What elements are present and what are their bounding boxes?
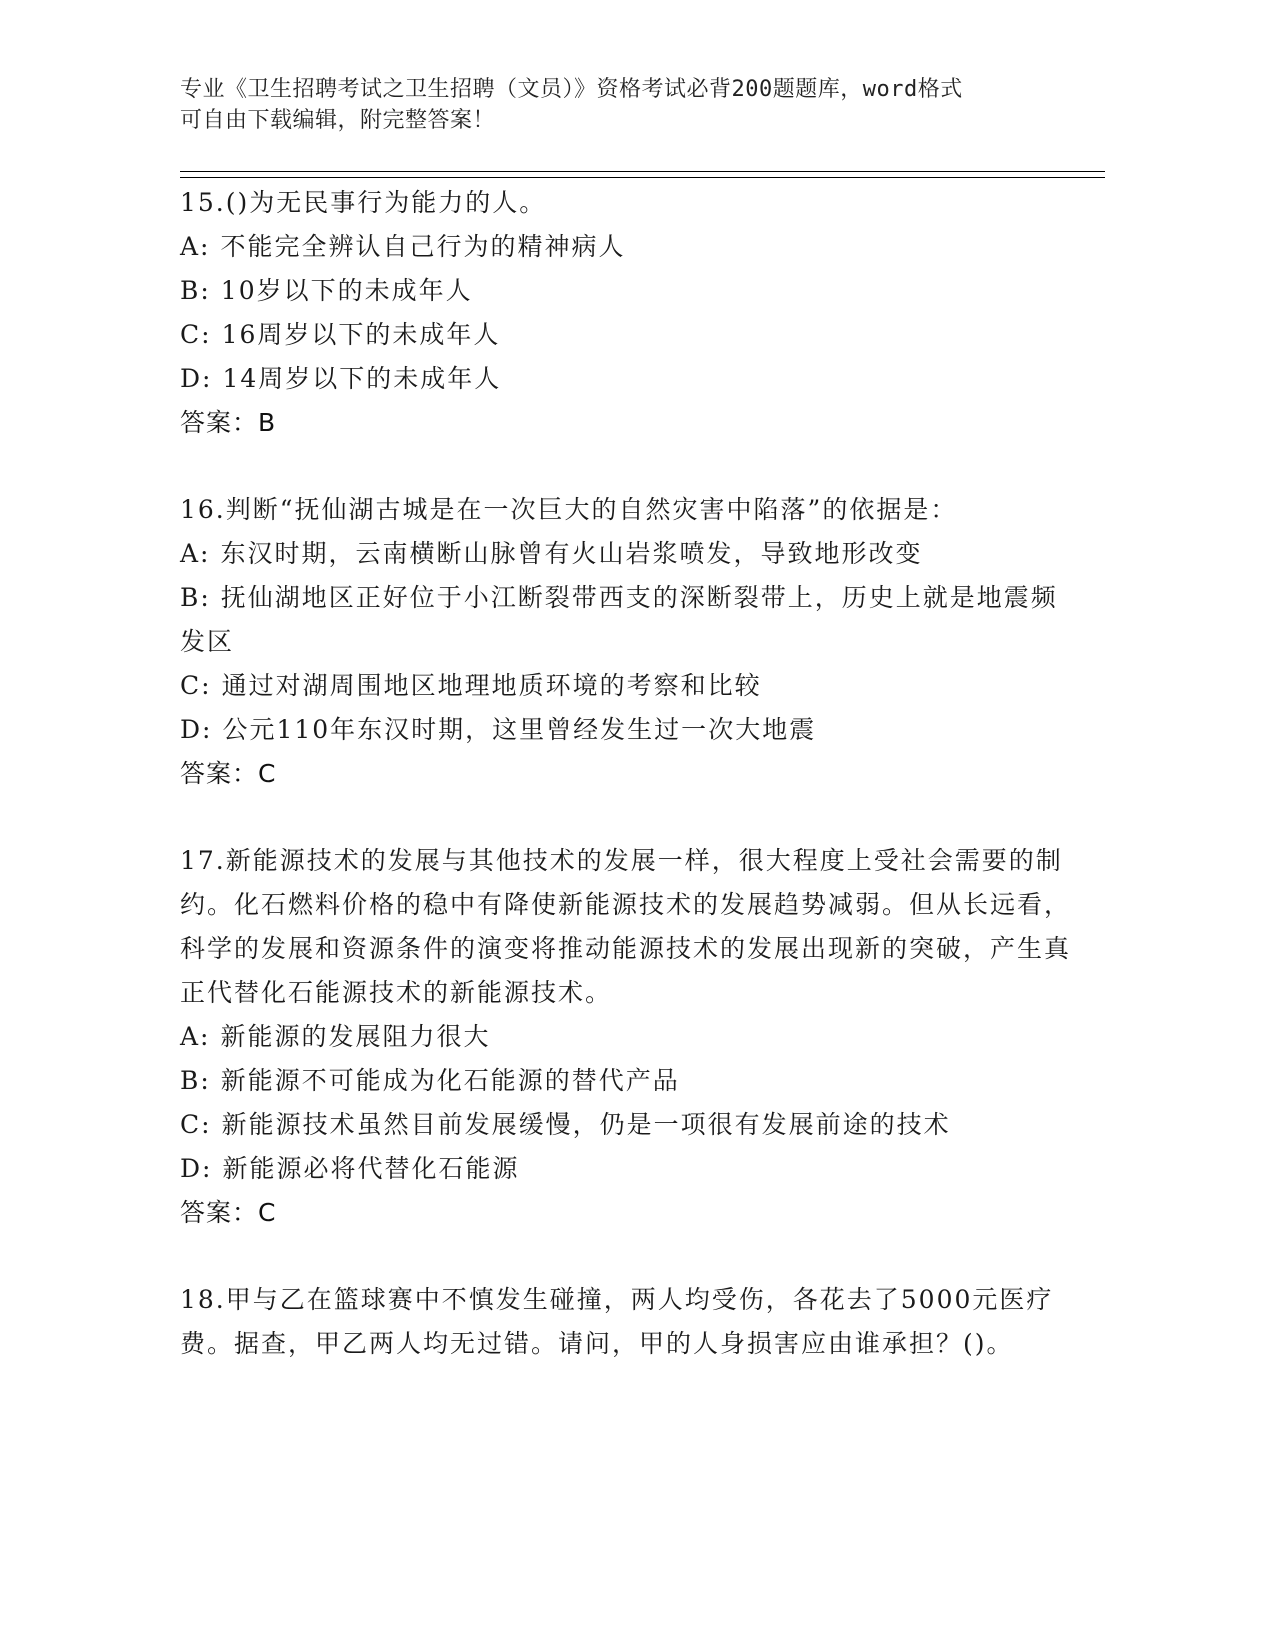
question-stem: 18.甲与乙在篮球赛中不慎发生碰撞，两人均受伤，各花去了5000元医疗费。据查，甲乙两人均无过错。请问，甲的人身损害应由谁承担？()。	[180, 1285, 1054, 1358]
option-text: 10岁以下的未成年人	[220, 276, 473, 305]
option-text: 东汉时期，云南横断山脉曾有火山岩浆喷发，导致地形改变	[220, 539, 923, 568]
question-stem: 16.判断“抚仙湖古城是在一次巨大的自然灾害中陷落”的依据是：	[180, 495, 958, 524]
option-d	[180, 1147, 1080, 1191]
option-d	[180, 708, 1080, 752]
option-text: 新能源必将代替化石能源	[222, 1154, 520, 1183]
answer-line: 答案：C	[180, 759, 277, 788]
option-c	[180, 1103, 1080, 1147]
question-15	[180, 181, 1080, 445]
question-16	[180, 488, 1080, 796]
option-key: D:	[180, 364, 213, 393]
option-a	[180, 532, 1080, 576]
option-text: 新能源技术虽然目前发展缓慢，仍是一项很有发展前途的技术	[221, 1110, 951, 1139]
question-stem: 15.()为无民事行为能力的人。	[180, 188, 547, 217]
option-c	[180, 664, 1080, 708]
question-17	[180, 839, 1080, 1235]
option-b	[180, 269, 1080, 313]
option-text: 不能完全辨认自己行为的精神病人	[220, 232, 626, 261]
option-text: 抚仙湖地区正好位于小江断裂带西支的深断裂带上，历史上就是地震频发区	[180, 583, 1058, 656]
option-key: A:	[180, 539, 211, 568]
question-18	[180, 1278, 1080, 1366]
header-divider-top	[180, 171, 1105, 172]
question-stem: 17.新能源技术的发展与其他技术的发展一样，很大程度上受社会需要的制约。化石燃料价格的稳中有降使新能源技术的发展趋势减弱。但从长远看，科学的发展和资源条件的演变将推动能源技术的发展出现新的突破，产生真正代替化石能源技术的新能源技术。	[180, 846, 1072, 1007]
option-key: C:	[180, 320, 212, 349]
option-key: B:	[180, 1066, 211, 1095]
option-text: 新能源不可能成为化石能源的替代产品	[220, 1066, 680, 1095]
header-divider-bottom	[180, 177, 1105, 178]
option-key: B:	[180, 276, 211, 305]
option-key: A:	[180, 1022, 211, 1051]
option-text: 通过对湖周围地区地理地质环境的考察和比较	[221, 671, 762, 700]
option-text: 公元110年东汉时期，这里曾经发生过一次大地震	[222, 715, 817, 744]
option-key: D:	[180, 1154, 213, 1183]
document-header	[180, 74, 1080, 136]
option-text: 新能源的发展阻力很大	[220, 1022, 491, 1051]
option-key: C:	[180, 671, 212, 700]
option-key: A:	[180, 232, 211, 261]
question-list	[180, 181, 1080, 1366]
option-d	[180, 357, 1080, 401]
option-text: 16周岁以下的未成年人	[221, 320, 501, 349]
option-a	[180, 225, 1080, 269]
option-key: C:	[180, 1110, 212, 1139]
option-b	[180, 1059, 1080, 1103]
option-b	[180, 576, 1080, 664]
header-title-line-1: 专业《卫生招聘考试之卫生招聘（文员）》资格考试必背200题题库，word格式	[180, 77, 963, 102]
option-c	[180, 313, 1080, 357]
option-a	[180, 1015, 1080, 1059]
header-title-line-2: 可自由下载编辑，附完整答案！	[180, 108, 496, 133]
option-text: 14周岁以下的未成年人	[222, 364, 502, 393]
answer-line: 答案：B	[180, 408, 277, 437]
answer-line: 答案：C	[180, 1198, 277, 1227]
option-key: D:	[180, 715, 213, 744]
option-key: B:	[180, 583, 211, 612]
